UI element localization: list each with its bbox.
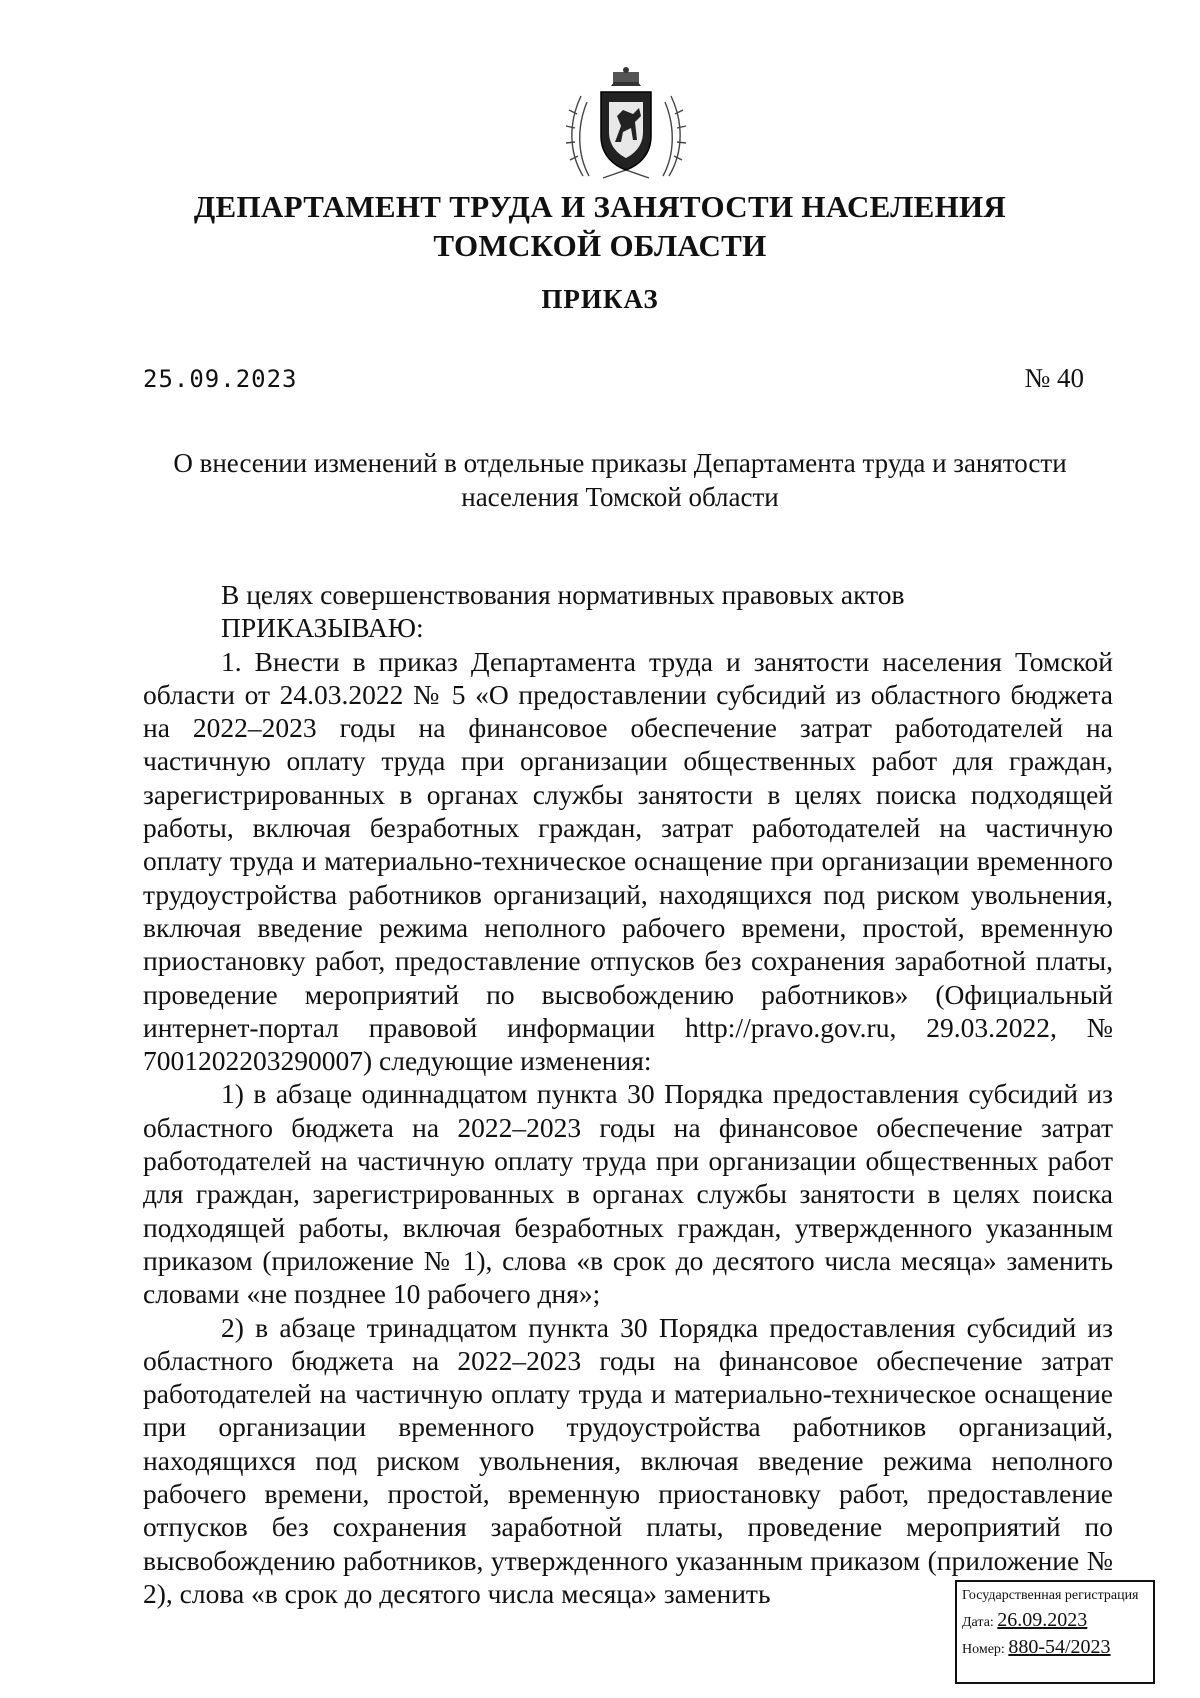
paragraph-1-subitem-2: 2) в абзаце тринадцатом пункта 30 Порядка предоставления субсидий из областного бюджета на 2022–2023 годы на финансовое обеспечение затрат работодателей на частичную оплату труда и материально-техническое оснащение при организации временного трудоустройства работников организаций, находящихся под риском увольнения, включая введение режима неполного рабочего времени, простой, временную приостановку работ, предоставление отпусков без сохранения заработной платы, проведение мероприятий по высвобождению работников, утвержденного указанным приказом (приложение № 2), слова «в срок до десятого числа месяца» заменить [143, 1311, 1113, 1609]
department-name-line2: ТОМСКОЙ ОБЛАСТИ [433, 228, 767, 263]
intro-paragraph: В целях совершенствования нормативных правовых актов [221, 579, 905, 610]
registration-stamp [955, 1580, 1155, 1684]
paragraph-1: 1. Внести в приказ Департамента труда и занятости населения Томской области от 24.03.2022 № 5 «О предоставлении субсидий из областного бюджета на 2022–2023 годы на финансовое обеспечение затрат работодателей на частичную оплату труда при организации общественных работ для граждан, зарегистрированных в органах службы занятости в целях поиска подходящей работы, включая безработных граждан, затрат работодателей на частичную оплату труда и материально-техническое оснащение при организации временного трудоустройства работников организаций, находящихся под риском увольнения, включая введение режима неполного рабочего времени, простой, временную приостановку работ, предоставление отпусков без сохранения заработной платы, проведение мероприятий по высвобождению работников» (Официальный интернет-портал правовой информации http://pravo.gov.ru, 29.03.2022, № 7001202203290007) следующие изменения: [143, 645, 1113, 1077]
order-title-line2: населения Томской области [461, 482, 779, 512]
order-body [143, 578, 1113, 1610]
order-number: № 40 [1024, 363, 1084, 393]
order-date: 25.09.2023 [143, 365, 298, 393]
paragraph-1-subitem-1: 1) в абзаце одиннадцатом пункта 30 Порядка предоставления субсидий из областного бюджета на 2022–2023 годы на финансовое обеспечение затрат работодателей на частичную оплату труда при организации общественных работ для граждан, зарегистрированных в органах службы занятости в целях поиска подходящей работы, включая безработных граждан, утвержденного указанным приказом (приложение № 1), слова «в срок до десятого числа месяца» заменить словами «не позднее 10 рабочего дня»; [143, 1078, 1113, 1310]
document-type: ПРИКАЗ [541, 284, 659, 314]
department-name-line1: ДЕПАРТАМЕНТ ТРУДА И ЗАНЯТОСТИ НАСЕЛЕНИЯ [193, 189, 1007, 224]
registration-title: Государственная регистрация [962, 1588, 1139, 1603]
registration-number-value: 880-54/2023 [1008, 1636, 1111, 1658]
registration-date-label: Дата: [962, 1615, 994, 1630]
order-title [130, 446, 1110, 514]
tomsk-coat-of-arms-emblem [563, 66, 689, 186]
order-word: ПРИКАЗЫВАЮ: [221, 612, 424, 644]
registration-date-value: 26.09.2023 [997, 1609, 1088, 1631]
registration-number-label: Номер: [962, 1642, 1005, 1657]
order-title-line1: О внесении изменений в отдельные приказы Департамента труда и занятости [173, 448, 1067, 478]
